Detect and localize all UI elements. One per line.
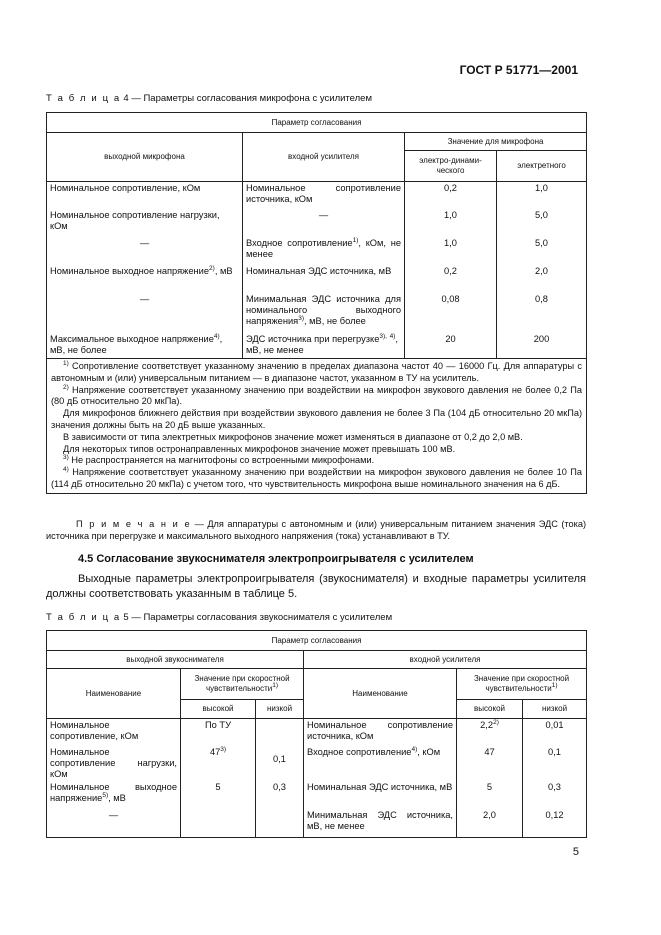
page-number: 5 xyxy=(572,846,579,858)
table-row: Номинальное сопротивление, кОм Номинальное сопротивление источника, кОм 0,2 1,0 xyxy=(47,182,587,209)
table4-caption: Т а б л и ц а 4 — Параметры согласования микрофона с усилителем xyxy=(46,93,372,104)
footnote-4: $^{4)}$ Напряжение соответствует указанному значению при воздействии на микрофон звукового давления не более 10 Па (114 дБ относительно 20 мкПа) с учетом того, что чувствительность микрофона выше номинального значения на 6 дБ. xyxy=(51,466,583,489)
table-row: Номинальное сопротивление нагрузки, кОм — 1,0 5,0 xyxy=(47,209,587,237)
table5: Параметр согласования выходной звукоснимателя входной усилителя Наименование Значение при скоростной чувствительности$^{1)}$ Наименование Значение при скоростной чувствительности$^{1)}$ высокой низкой высокой низкой Номинальное сопротивление, кОм По ТУ Номинальное сопротивление источника, кОм 2,2$^{2)}$ 0,01 Номинальное сопротивление нагрузки, кОм 47$^{3)}$ 0,1 Входное сопротивление$^{4)}$, кОм 47 0,1 Номинальное выходное напряжение$^{5)}$, мВ 5 0,3 Номинальная ЭДС источника, мВ 5 0,3 — Минимальная ЭДС источника, мВ, не менее 2,0 0,12 xyxy=(46,630,587,838)
section-paragraph: Выходные параметры электропроигрывателя (звукоснимателя) и входные параметры усилителя должны соответствовать указанным в таблице 5. xyxy=(46,573,586,600)
table5-in-value-header: Значение при скоростной чувствительности$^{1)}$ xyxy=(457,669,587,700)
table4-note: П р и м е ч а н и е — Для аппаратуры с автономным и (или) универсальным питанием значения ЭДС (тока) источника при перегрузке и максимального выходного напряжения (тока) устанавливают в ТУ. xyxy=(46,519,587,541)
table-row: Номинальное сопротивление, кОм По ТУ Номинальное сопротивление источника, кОм 2,2$^{2)}$ 0,01 xyxy=(47,719,587,746)
table4 xyxy=(46,112,587,494)
table4-col-dyn: электро-динами-ческого xyxy=(405,151,497,182)
table5-out-value-header: Значение при скоростной чувствительности$^{1)}$ xyxy=(181,669,304,700)
table5-in-name-header: Наименование xyxy=(304,669,457,719)
document-code: ГОСТ Р 51771—2001 xyxy=(459,63,578,77)
table5-param-header: Параметр согласования xyxy=(47,631,587,651)
table4-footnotes: $^{1)}$ Сопротивление соответствует указанному значению в пределах диапазона частот 40 — 16000 Гц. Для аппаратуры с автономным и (или) универсальным питанием — в диапазоне частот, указанном в ТУ на усилитель. $^{2)}$ Напряжение соответствует указанному значению при воздействии на микрофон звукового давления не более 0,2 Па (80 дБ относительно 20 мкПа). Для микрофонов ближнего действия при воздействии звукового давления не более 3 Па (104 дБ относительно 20 мкПа) значения должны быть на 20 дБ выше указанных. В зависимости от типа электретных микрофонов значение может изменяться в диапазоне от 0,2 до 2,0 мВ. Для некоторых типов остронаправленных микрофонов значение может превышать 100 мВ. $^{3)}$ Не распространяется на магнитофоны со встроенными микрофонами. $^{4)}$ Напряжение соответствует указанному значению при воздействии на микрофон звукового давления не более 10 Па (114 дБ относительно 20 мкПа) с учетом того, что чувствительность микрофона выше номинального значения на 6 дБ. xyxy=(47,359,587,494)
table-row: Номинальное сопротивление нагрузки, кОм 47$^{3)}$ 0,1 Входное сопротивление$^{4)}$, кОм 47 0,1 xyxy=(47,746,587,782)
table4-param-header: Параметр согласования xyxy=(47,113,587,133)
table-row: Номинальное выходное напряжение$^{2)}$, мВ Номинальная ЭДС источника, мВ 0,2 2,0 xyxy=(47,265,587,293)
footnote-3: $^{3)}$ Не распространяется на магнитофоны со встроенными микрофонами. xyxy=(63,454,375,466)
table-row: — Входное сопротивление$^{1)}$, кОм, не менее 1,0 5,0 xyxy=(47,237,587,265)
table4-col-in: входной усилителя xyxy=(243,133,405,182)
table5-caption: Т а б л и ц а 5 — Параметры согласования звукоснимателя с усилителем xyxy=(46,612,393,623)
table-row: Номинальное выходное напряжение$^{5)}$, мВ 5 0,3 Номинальная ЭДС источника, мВ 5 0,3 xyxy=(47,781,587,809)
table5-in-header: входной усилителя xyxy=(304,651,587,669)
footnote-2: $^{2)}$ Напряжение соответствует указанному значению при воздействии на микрофон звукового давления не более 0,2 Па (80 дБ относительно 20 мкПа). xyxy=(51,383,583,407)
footnote-1: $^{1)}$ Сопротивление соответствует указанному значению в пределах диапазона частот 40 — 16000 Гц. Для аппаратуры с автономным и (или) универсальным питанием — в диапазоне частот, указанном в ТУ на усилитель. xyxy=(51,360,583,383)
table5-out-name-header: Наименование xyxy=(47,669,181,719)
section-heading: 4.5 Согласование звукоснимателя электропроигрывателя с усилителем xyxy=(78,553,474,565)
table-row: Максимальное выходное напряжение$^{4)}$, мВ, не более ЭДС источника при перегрузке$^{3),}$ $^{4)}$, мВ, не менее 20 200 xyxy=(47,333,587,359)
table4-value-header: Значение для микрофона xyxy=(405,133,587,151)
table5-out-header: выходной звукоснимателя xyxy=(47,651,304,669)
table4-col-el: электретного xyxy=(497,151,587,182)
table-row: — Минимальная ЭДС источника, мВ, не менее 2,0 0,12 xyxy=(47,809,587,837)
table4-col-out: выходной микрофона xyxy=(47,133,243,182)
table-row: — Минимальная ЭДС источника для номинального выходного напряжения$^{3)}$, мВ, не более 0,08 0,8 xyxy=(47,293,587,333)
